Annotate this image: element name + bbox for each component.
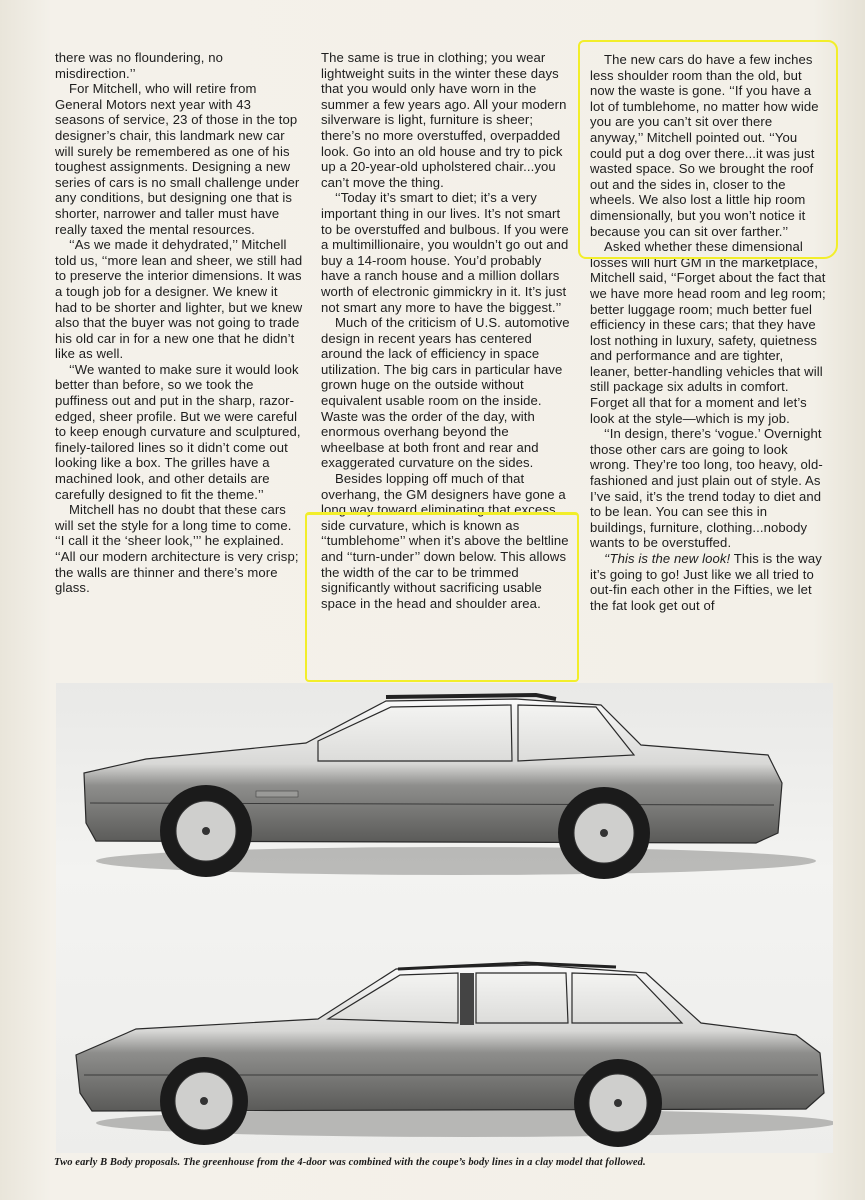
paragraph: there was no floundering, no misdirection.’’ — [55, 50, 224, 81]
photo-caption: Two early B Body proposals. The greenhouse from the 4-door was combined with the coupe’s body lines in a clay model that followed. — [54, 1157, 646, 1168]
text-column-2 — [321, 50, 571, 611]
paragraph-continuation: This is the way it’s going to go! Just like we all tried to out-fin each other in the Fifties, we let the fat look get out of — [590, 551, 822, 613]
text-column-1 — [55, 50, 303, 596]
paragraph: For Mitchell, who will retire from General Motors next year with 43 seasons of service, 23 of those in the top designer’s chair, this landmark new car will surely be remembered as one of his toughest assignments. Designing a new series of cars is no small challenge under any conditions, but designing one that is shorter, narrower and taller must have really taxed the mental resources. — [55, 81, 300, 237]
paragraph: Asked whether these dimensional losses will hurt GM in the marketplace, Mitchell said, ‘‘Forget about the fact that we have more head room and leg room; better luggage room; much better fuel efficiency in these cars; that they have lost nothing in luxury, safety, quietness and performance and are tighter, leaner, better-handling vehicles that will still package six adults in comfort. Forget all that for a moment and let’s look at the style—which is my job. — [590, 239, 826, 426]
paragraph: The same is true in clothing; you wear lightweight suits in the winter these days that you would only have worn in the summer a few years ago. All your modern silverware is light, furniture is sheer; there’s no more overstuffed, overpadded look. Go into an old house and try to pick up a 20-year-old upholstered chair...you can’t move the thing. — [321, 50, 567, 190]
italic-quote: ‘‘This is the new look! — [604, 551, 731, 566]
paragraph: Besides lopping off much of that overhang, the GM designers have gone a long way toward eliminating that excess side curvature, which is known as ‘‘tumblehome’’ when it’s above the beltline and ‘‘turn-under’’ down below. This allows the width of the car to be trimmed significantly without sacrificing usable space in the head and shoulder area. — [321, 471, 569, 611]
sedan-car — [76, 963, 833, 1147]
paragraph: ‘‘Today it’s smart to diet; it’s a very important thing in our lives. It’s not smart to be overstuffed and bulbous. If you were a multimillionaire, you wouldn’t go out and buy a 14-room house. You’d probably have a ranch house and a million dollars worth of electronic gimmickry in it. It’s just not smart any more to have the biggest.’’ — [321, 190, 569, 315]
text-column-3 — [590, 52, 826, 613]
coupe-car — [84, 695, 816, 879]
paragraph: ‘‘In design, there’s ‘vogue.’ Overnight those other cars are going to look wrong. They’re too long, too heavy, old-fashioned and just plain out of style. As I’ve said, it’s the trend today to diet and to be lean. You can see this in buildings, furniture, clothing...nobody wants to be overstuffed. — [590, 426, 823, 551]
paragraph — [590, 551, 826, 613]
car-photograph — [56, 683, 833, 1153]
paragraph: Much of the criticism of U.S. automotive design in recent years has centered around the lack of efficiency in space utilization. The big cars in particular have grown huge on the outside without equivalent usable room on the inside. Waste was the order of the day, with enormous overhang beyond the wheelbase at both front and rear and exaggerated curvature on the sides. — [321, 315, 570, 471]
paragraph: The new cars do have a few inches less shoulder room than the old, but now the waste is gone. ‘‘If you have a lot of tumblehome, no matter how wide you are you can’t sit over there anyway,’’ Mitchell pointed out. ‘‘You could put a dog over there...it was just wasted space. So we brought the roof out and the sides in, closer to the wheels. We also lost a little hip room dimensionally, but you won’t notice it because you can sit over farther.’’ — [590, 52, 819, 239]
paragraph: Mitchell has no doubt that these cars will set the style for a long time to come. ‘‘I call it the ‘sheer look,’’’ he explained. ‘‘All our modern architecture is very crisp; the walls are thinner and there’s more glass. — [55, 502, 299, 596]
paragraph: ‘‘We wanted to make sure it would look better than before, so we took the puffiness out and put in the sharp, razor-edged, sheer profile. But we were careful to keep enough curvature and sculptured, finely-tailored lines so it didn’t come out looking like a box. The grilles have a machined look, and other details are carefully designed to fit the theme.’’ — [55, 361, 301, 502]
car-illustration — [56, 683, 833, 1153]
paragraph: ‘‘As we made it dehydrated,’’ Mitchell told us, ‘‘more lean and sheer, we still had to preserve the interior dimensions. It was a tough job for a designer. We knew it had to be shorter and lighter, but we knew also that the buyer was not going to trade his old car in for a new one that he didn’t like as well. — [55, 237, 303, 362]
